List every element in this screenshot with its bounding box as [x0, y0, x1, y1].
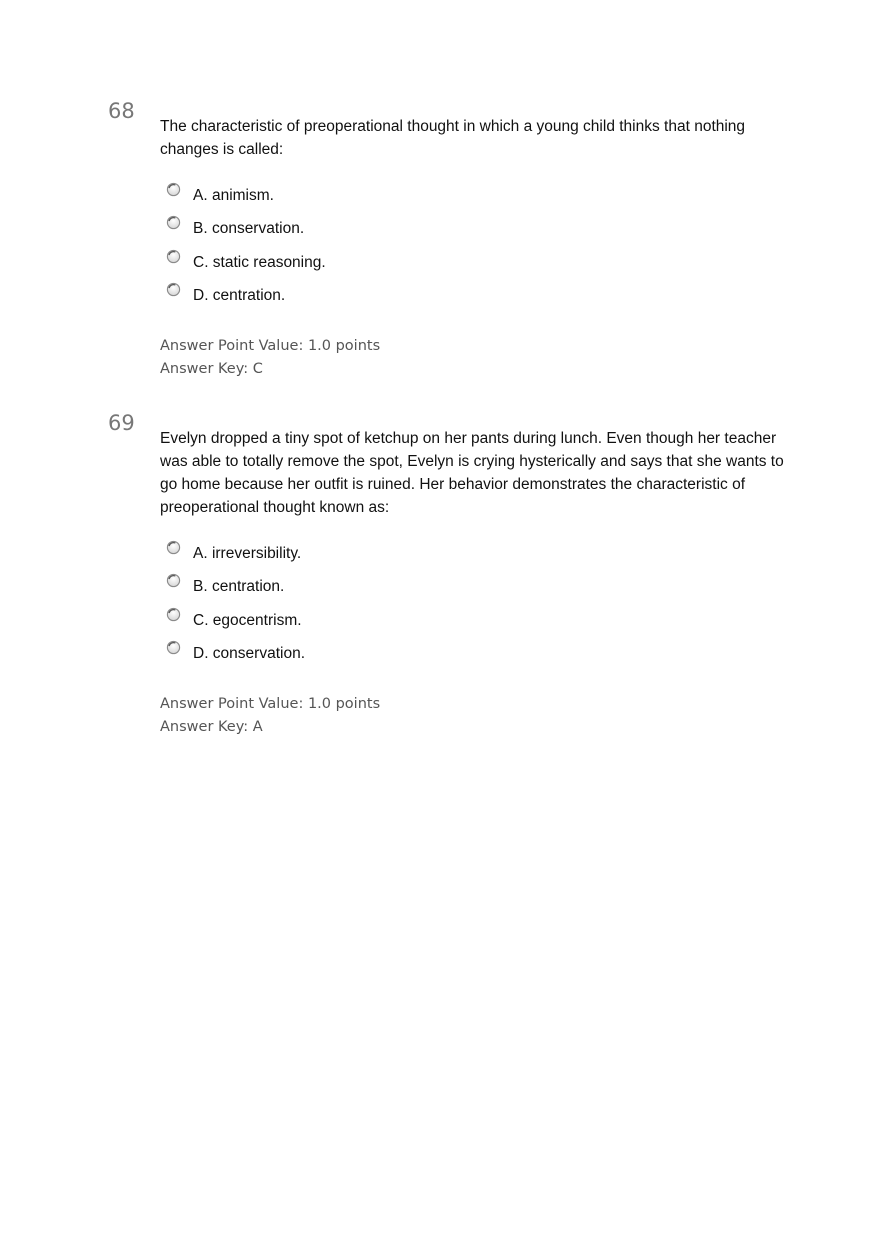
- option-c[interactable]: [166, 249, 326, 282]
- radio-button-icon[interactable]: [166, 215, 181, 230]
- option-label: D. conservation.: [193, 644, 305, 662]
- option-label: C. static reasoning.: [193, 253, 326, 271]
- answer-meta: [160, 335, 380, 381]
- question-text: Evelyn dropped a tiny spot of ketchup on her pants during lunch. Even though her teacher was able to totally remove the spot, Evelyn is crying hysterically and says that she wants to go home because her outfit is ruined. Her behavior demonstrates the characteristic of preoperational thought known as:: [160, 430, 784, 516]
- option-b[interactable]: [166, 215, 326, 248]
- answer-point-value: Answer Point Value: 1.0 points: [160, 338, 381, 354]
- option-label: A. irreversibility.: [193, 545, 302, 562]
- answer-options: [166, 182, 326, 315]
- radio-button-icon[interactable]: [166, 182, 181, 197]
- option-label: A. animism.: [193, 187, 274, 204]
- radio-button-icon[interactable]: [166, 249, 181, 264]
- option-b[interactable]: [166, 573, 305, 606]
- option-label: D. centration.: [193, 286, 286, 304]
- question-text: The characteristic of preoperational thought in which a young child thinks that nothing changes is called:: [160, 118, 746, 158]
- option-label: C. egocentrism.: [193, 611, 302, 629]
- option-label: B. conservation.: [193, 220, 305, 238]
- radio-button-icon[interactable]: [166, 573, 181, 588]
- answer-key: Answer Key: A: [160, 719, 263, 735]
- option-a[interactable]: [166, 540, 305, 573]
- question-number: 69: [108, 411, 135, 435]
- answer-options: [166, 540, 305, 673]
- option-c[interactable]: [166, 607, 305, 640]
- option-d[interactable]: [166, 282, 326, 315]
- question-number: 68: [108, 99, 135, 123]
- answer-point-value: Answer Point Value: 1.0 points: [160, 696, 381, 712]
- radio-button-icon[interactable]: [166, 282, 181, 297]
- answer-meta: [160, 693, 380, 739]
- radio-button-icon[interactable]: [166, 640, 181, 655]
- radio-button-icon[interactable]: [166, 540, 181, 555]
- option-label: B. centration.: [193, 578, 285, 596]
- option-d[interactable]: [166, 640, 305, 673]
- option-a[interactable]: [166, 182, 326, 215]
- radio-button-icon[interactable]: [166, 607, 181, 622]
- answer-key: Answer Key: C: [160, 361, 263, 377]
